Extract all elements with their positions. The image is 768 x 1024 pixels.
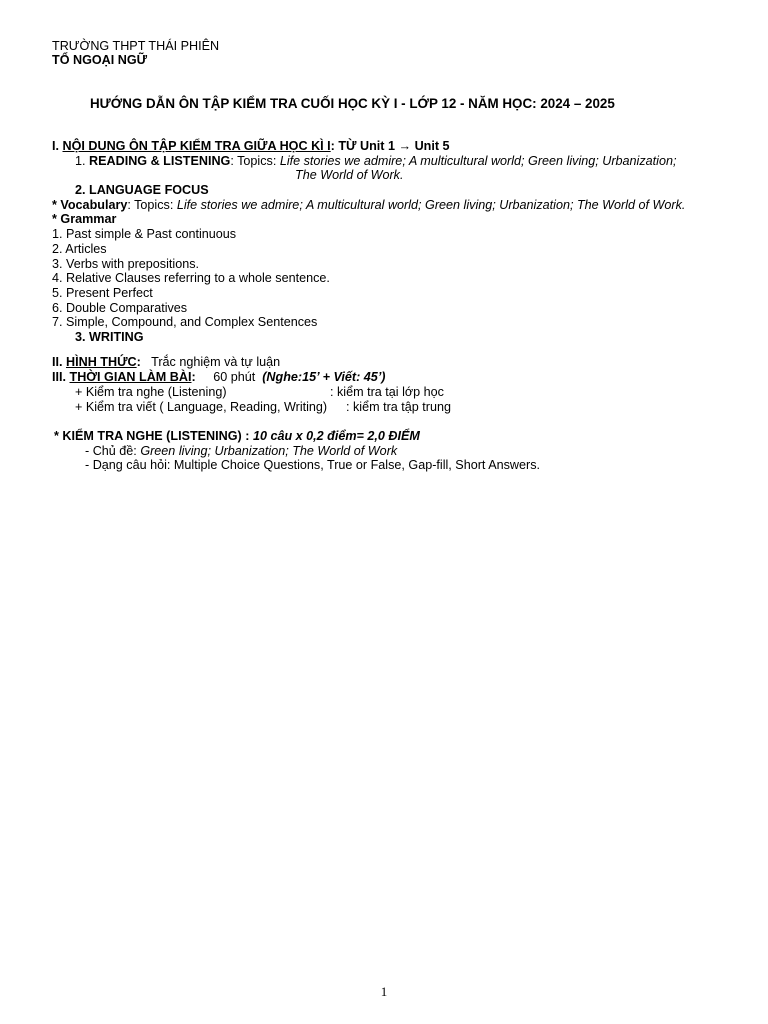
reading-label: READING & LISTENING <box>89 154 231 168</box>
reading-number: 1. <box>75 154 86 168</box>
section-2-line <box>52 355 280 370</box>
section-1-title: NỘI DUNG ÔN TẬP KIỂM TRA GIỮA HỌC KÌ I <box>62 139 331 153</box>
listening-test-location-label: + Kiểm tra nghe (Listening) <box>75 385 227 399</box>
writing-heading: 3. WRITING <box>75 330 144 344</box>
grammar-heading: * Grammar <box>52 212 117 226</box>
section-3-line <box>52 370 386 385</box>
section-3-duration: 60 phút <box>213 370 256 384</box>
listening-test-location-value: : kiểm tra tại lớp học <box>330 385 444 399</box>
grammar-item: 2. Articles <box>52 242 107 256</box>
grammar-item: 7. Simple, Compound, and Complex Sentences <box>52 315 318 329</box>
section-3-prefix: III. <box>52 370 66 384</box>
listening-topic-value: Green living; Urbanization; The World of Work <box>140 444 398 458</box>
listening-exam-heading <box>54 429 420 444</box>
grammar-item: 3. Verbs with prepositions. <box>52 257 200 271</box>
reading-listening-line <box>75 154 676 169</box>
listening-topic-line <box>85 444 397 459</box>
language-focus-heading: 2. LANGUAGE FOCUS <box>75 183 209 197</box>
listening-exam-score: 10 câu x 0,2 điểm= 2,0 ĐIỂM <box>252 429 420 443</box>
section-3-breakdown: (Nghe:15’ + Viết: 45’) <box>262 370 386 384</box>
listening-question-types-line <box>85 458 540 473</box>
reading-topics-prefix: : Topics: <box>230 154 277 168</box>
vocabulary-label: * Vocabulary <box>52 198 128 212</box>
listening-question-types-label: - Dạng câu hỏi: <box>85 458 171 472</box>
vocabulary-prefix: : Topics: <box>127 198 174 212</box>
vocabulary-topics: Life stories we admire; A multicultural world; Green living; Urbanization; The World of Work. <box>176 198 686 212</box>
listening-topic-label: - Chủ đề: <box>85 444 137 458</box>
section-1-heading <box>52 139 450 154</box>
page-number: 1 <box>380 984 388 999</box>
section-1-range: : TỪ Unit 1 → Unit 5 <box>330 139 450 153</box>
section-2-title: HÌNH THỨC <box>66 355 137 369</box>
document-title: HƯỚNG DẪN ÔN TẬP KIỂM TRA CUỐI HỌC KỲ I - LỚP 12 - NĂM HỌC: 2024 – 2025 <box>90 96 615 111</box>
writing-test-location-label: + Kiểm tra viết ( Language, Reading, Writing) <box>75 400 328 414</box>
reading-topics-continued: The World of Work. <box>295 168 404 182</box>
listening-exam-label: * KIỂM TRA NGHE (LISTENING) : <box>54 429 250 443</box>
section-2-colon: : <box>136 355 141 369</box>
listening-question-types-value: Multiple Choice Questions, True or False, Gap-fill, Short Answers. <box>173 458 540 472</box>
grammar-item: 4. Relative Clauses referring to a whole sentence. <box>52 271 330 285</box>
section-1-prefix: I. <box>52 139 59 153</box>
school-name: TRƯỜNG THPT THÁI PHIÊN <box>52 39 220 53</box>
section-2-value: Trắc nghiệm và tự luận <box>151 355 281 369</box>
writing-test-location-value: : kiểm tra tập trung <box>346 400 451 414</box>
reading-topics: Life stories we admire; A multicultural world; Green living; Urbanization; <box>279 154 677 168</box>
grammar-item: 5. Present Perfect <box>52 286 153 300</box>
section-3-title: THỜI GIAN LÀM BÀI <box>69 370 192 384</box>
vocabulary-line <box>52 198 685 213</box>
grammar-item: 1. Past simple & Past continuous <box>52 227 237 241</box>
department-name: TỔ NGOẠI NGỮ <box>52 53 148 67</box>
section-2-prefix: II. <box>52 355 63 369</box>
section-3-colon: : <box>191 370 196 384</box>
grammar-item: 6. Double Comparatives <box>52 301 188 315</box>
